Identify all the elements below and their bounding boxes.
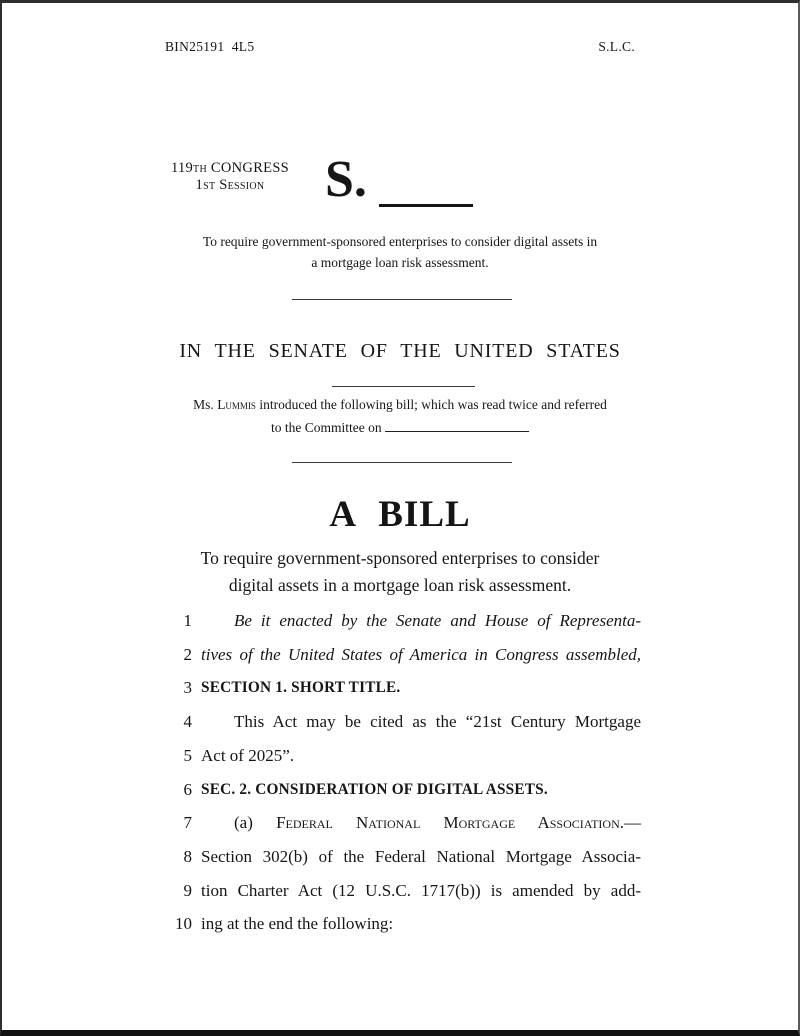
line-text-content: SECTION 1. SHORT TITLE.	[201, 679, 401, 697]
sponsor-line-pre: Ms.	[193, 397, 218, 412]
bill-line	[165, 604, 641, 638]
bill-heading: A BILL	[329, 494, 471, 535]
line-text-smallcaps: Federal National Mortgage Association	[276, 813, 620, 833]
line-number: 6	[183, 779, 192, 799]
line-number: 7	[183, 813, 192, 833]
line-text-dash: .—	[619, 813, 641, 833]
line-text	[201, 806, 641, 840]
congress-label: 119th CONGRESS	[170, 160, 290, 176]
bill-line	[165, 739, 641, 773]
committee-line-text: to the Committee on	[271, 420, 385, 435]
separator-rule	[332, 386, 475, 387]
bill-line	[165, 874, 641, 908]
header-doc-id: BIN25191 4L5	[165, 39, 255, 54]
section-heading	[201, 773, 641, 807]
line-number: 2	[183, 644, 192, 664]
sponsor-line-post: introduced the following bill; which was read twice and referred	[255, 397, 607, 412]
line-text-content: tives of the United States of America in Congress assembled,	[201, 644, 641, 664]
line-number: 5	[183, 745, 192, 765]
preamble-line: To require government-sponsored enterprises to consider digital assets in	[202, 234, 598, 249]
line-number: 4	[183, 712, 192, 732]
line-text	[201, 705, 641, 739]
bill-line	[165, 705, 641, 739]
line-number: 3	[183, 678, 192, 698]
bill-body	[165, 604, 641, 941]
line-text-content: This Act may be cited as the “21st Century Mortgage	[234, 712, 641, 732]
line-text-content: Be it enacted by the Senate and House of Representa-	[234, 611, 641, 630]
line-text	[201, 739, 641, 773]
bill-line	[165, 638, 641, 672]
separator-rule	[292, 299, 512, 300]
line-number: 9	[183, 880, 192, 900]
session-label: 1st Session	[195, 176, 265, 193]
line-number: 8	[183, 847, 192, 867]
line-number: 1	[183, 611, 192, 630]
preamble-line: a mortgage loan risk assessment.	[311, 254, 489, 270]
preamble	[2, 232, 798, 273]
sponsor-name: Lummis	[217, 397, 256, 412]
bill-number-blank	[379, 204, 473, 207]
bill-line	[165, 773, 641, 807]
header-office-code: S.L.C.	[598, 39, 635, 54]
official-title-line: To require government-sponsored enterprises to consider	[200, 548, 600, 568]
line-text	[201, 907, 641, 941]
bill-line	[165, 840, 641, 874]
committee-line	[2, 418, 798, 436]
sponsor-line	[2, 397, 798, 413]
line-text-content: Section 302(b) of the Federal National Mortgage Associa-	[201, 847, 641, 867]
line-text-content: SEC. 2. CONSIDERATION OF DIGITAL ASSETS.	[201, 780, 548, 798]
bill-line	[165, 907, 641, 941]
line-number: 10	[175, 914, 192, 934]
line-text-content: tion Charter Act (12 U.S.C. 1717(b)) is amended by add-	[201, 880, 641, 900]
official-title	[2, 545, 798, 598]
official-title-line: digital assets in a mortgage loan risk assessment.	[228, 574, 572, 595]
line-text	[201, 604, 641, 638]
chamber-heading: IN THE SENATE OF THE UNITED STATES	[179, 340, 621, 362]
bill-line	[165, 671, 641, 705]
separator-rule	[292, 462, 512, 463]
line-text-content: (a)	[234, 813, 277, 833]
line-text	[201, 638, 641, 672]
line-text	[201, 840, 641, 874]
bill-letter: S.	[325, 151, 367, 208]
line-text-content: ing at the end the following:	[201, 914, 394, 934]
congress-caption	[160, 160, 300, 193]
section-heading	[201, 671, 641, 705]
line-text-content: Act of 2025”.	[201, 745, 295, 765]
bill-line	[165, 806, 641, 840]
committee-blank	[385, 418, 529, 432]
line-text	[201, 874, 641, 908]
